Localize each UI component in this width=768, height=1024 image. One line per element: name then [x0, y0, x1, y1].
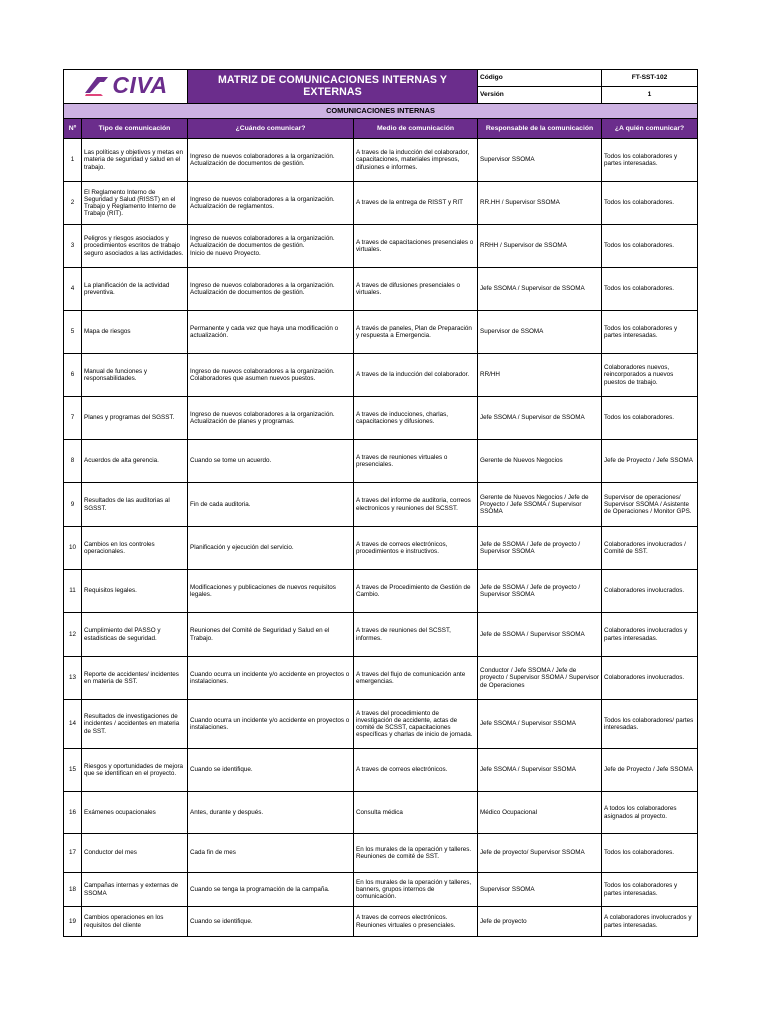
table-cell-n: 13: [64, 657, 82, 700]
document: [63, 69, 697, 937]
table-cell-resp: Supervisor de SSOMA: [478, 311, 602, 354]
table-cell-medio: A traves de correos electrónicos, procedimientos e instructivos.: [354, 527, 478, 570]
column-header: ¿A quién comunicar?: [602, 119, 698, 139]
table-cell-quien: Todos los colaboradores.: [602, 834, 698, 873]
table-cell-n: 19: [64, 907, 82, 937]
table-cell-tipo: Cambios en los controles operacionales.: [82, 527, 188, 570]
table-cell-quien: A todos los colaboradores asignados al proyecto.: [602, 792, 698, 834]
table-row: [64, 311, 698, 354]
table-cell-quien: Colaboradores involucrados / Comité de SST.: [602, 527, 698, 570]
codigo-value: FT-SST-102: [602, 70, 698, 87]
table-cell-n: 6: [64, 354, 82, 397]
table-cell-resp: Conductor / Jefe SSOMA / Jefe de proyecto / Supervisor SSOMA / Supervisor de Operaciones: [478, 657, 602, 700]
table-cell-cuando: Ingreso de nuevos colaboradores a la organización. Actualización de documentos de gestión.: [188, 268, 354, 311]
table-cell-resp: Jefe de SSOMA / Supervisor SSOMA: [478, 613, 602, 657]
table-cell-tipo: Las políticas y objetivos y metas en materia de seguridad y salud en el trabajo.: [82, 139, 188, 182]
table-cell-medio: En los murales de la operación y talleres. Reuniones de comité de SST.: [354, 834, 478, 873]
logo-text: CIVA: [112, 72, 168, 99]
table-row: [64, 907, 698, 937]
table-row: [64, 440, 698, 483]
table-cell-n: 16: [64, 792, 82, 834]
table-cell-resp: Médico Ocupacional: [478, 792, 602, 834]
table-cell-cuando: Ingreso de nuevos colaboradores a la organización. Actualización de reglamentos.: [188, 182, 354, 225]
table-cell-n: 14: [64, 700, 82, 749]
table-row: [64, 792, 698, 834]
table-cell-tipo: Peligros y riesgos asociados y procedimientos escritos de trabajo seguro asociados a las actividades.: [82, 225, 188, 268]
table-cell-quien: Todos los colaboradores.: [602, 225, 698, 268]
table-cell-cuando: Antes, durante y después.: [188, 792, 354, 834]
communications-matrix: [63, 69, 698, 937]
table-cell-quien: Colaboradores involucrados.: [602, 657, 698, 700]
table-cell-tipo: Requisitos legales.: [82, 570, 188, 613]
table-cell-n: 7: [64, 397, 82, 440]
table-cell-medio: A traves del flujo de comunicación ante emergencias.: [354, 657, 478, 700]
table-row: [64, 354, 698, 397]
version-value: 1: [602, 87, 698, 104]
bus-logo-icon: [83, 74, 109, 98]
table-cell-medio: A traves de la entrega de RISST y RIT: [354, 182, 478, 225]
table-cell-tipo: El Reglamento Interno de Seguridad y Salud (RISST) en el Trabajo y Reglamento Interno de Trabajo (RIT).: [82, 182, 188, 225]
table-cell-tipo: Cumplimiento del PASSO y estadisticas de seguridad.: [82, 613, 188, 657]
table-cell-cuando: Planificación y ejecución del servicio.: [188, 527, 354, 570]
table-cell-quien: Todos los colaboradores/ partes interesadas.: [602, 700, 698, 749]
table-cell-tipo: Manual de funciones y responsabilidades.: [82, 354, 188, 397]
table-cell-medio: En los murales de la operación y talleres, banners, grupos internos de comunicación.: [354, 873, 478, 907]
table-cell-n: 2: [64, 182, 82, 225]
table-row: [64, 873, 698, 907]
table-cell-n: 5: [64, 311, 82, 354]
civa-logo: [83, 73, 167, 99]
table-cell-tipo: Campañas internas y externas de SSOMA: [82, 873, 188, 907]
table-row: [64, 268, 698, 311]
table-cell-resp: Jefe SSOMA / Supervisor SSOMA: [478, 749, 602, 792]
table-cell-cuando: Ingreso de nuevos colaboradores a la organización. Actualización de planes y programas.: [188, 397, 354, 440]
table-cell-quien: Todos los colaboradores.: [602, 182, 698, 225]
table-cell-resp: RR.HH / Supervisor SSOMA: [478, 182, 602, 225]
version-label: Versión: [478, 87, 602, 104]
logo-cell: [64, 70, 188, 104]
table-cell-n: 4: [64, 268, 82, 311]
table-cell-cuando: Ingreso de nuevos colaboradores a la organización. Actualización de documentos de gestión.: [188, 139, 354, 182]
table-cell-tipo: Riesgos y oportunidades de mejora que se identifican en el proyecto.: [82, 749, 188, 792]
table-cell-resp: Gerente de Nuevos Negocios: [478, 440, 602, 483]
table-row: [64, 700, 698, 749]
table-cell-n: 11: [64, 570, 82, 613]
table-cell-quien: A colaboradores involucrados y partes interesadas.: [602, 907, 698, 937]
table-cell-medio: A traves de la inducción del colaborador, capacitaciones, materiales impresos, difusiones e informes.: [354, 139, 478, 182]
table-cell-cuando: Cuando se identifique.: [188, 749, 354, 792]
page-title: MATRIZ DE COMUNICACIONES INTERNAS Y EXTERNAS: [188, 70, 478, 104]
section-band-row: [64, 104, 698, 119]
table-cell-n: 8: [64, 440, 82, 483]
table-cell-resp: Supervisor SSOMA: [478, 873, 602, 907]
table-cell-medio: A través de paneles, Plan de Preparación y respuesta a Emergencia.: [354, 311, 478, 354]
table-row: [64, 834, 698, 873]
column-header: Responsable de la comunicación: [478, 119, 602, 139]
table-cell-resp: Jefe de proyecto/ Supervisor SSOMA: [478, 834, 602, 873]
table-row: [64, 657, 698, 700]
table-cell-tipo: Resultados de las auditorias al SGSST.: [82, 483, 188, 527]
table-cell-quien: Colaboradores nuevos, reincorporados a nuevos puestos de trabajo.: [602, 354, 698, 397]
table-cell-medio: A traves de difusiones presenciales o virtuales.: [354, 268, 478, 311]
table-cell-quien: Jefe de Proyecto / Jefe SSOMA: [602, 749, 698, 792]
header-row-1: [64, 70, 698, 87]
table-row: [64, 749, 698, 792]
table-cell-medio: A traves de inducciones, charlas, capacitaciones y difusiones.: [354, 397, 478, 440]
column-header: Nº: [64, 119, 82, 139]
table-cell-cuando: Permanente y cada vez que haya una modificación o actualización.: [188, 311, 354, 354]
section-title: COMUNICACIONES INTERNAS: [64, 104, 698, 119]
table-cell-resp: Jefe de SSOMA / Jefe de proyecto / Supervisor SSOMA: [478, 570, 602, 613]
table-cell-cuando: Fin de cada auditoria.: [188, 483, 354, 527]
table-row: [64, 613, 698, 657]
table-row: [64, 483, 698, 527]
table-cell-tipo: Acuerdos de alta gerencia.: [82, 440, 188, 483]
table-cell-resp: RR/HH: [478, 354, 602, 397]
table-cell-cuando: Cuando ocurra un incidente y/o accidente en proyectos o instalaciones.: [188, 657, 354, 700]
table-cell-resp: Jefe de proyecto: [478, 907, 602, 937]
codigo-label: Código: [478, 70, 602, 87]
table-cell-cuando: Cuando se identifique.: [188, 907, 354, 937]
table-cell-n: 9: [64, 483, 82, 527]
table-cell-medio: A traves de correos electrónicos. Reuniones virtuales o presenciales.: [354, 907, 478, 937]
table-cell-quien: Colaboradores involucrados.: [602, 570, 698, 613]
table-cell-resp: Supervisor SSOMA: [478, 139, 602, 182]
table-cell-resp: Jefe SSOMA / Supervisor de SSOMA: [478, 268, 602, 311]
table-cell-medio: A traves de reuniones del SCSST, informes.: [354, 613, 478, 657]
table-cell-resp: RRHH / Supervisor de SSOMA: [478, 225, 602, 268]
table-cell-tipo: Planes y programas del SGSST.: [82, 397, 188, 440]
table-cell-cuando: Cada fin de mes: [188, 834, 354, 873]
table-cell-n: 3: [64, 225, 82, 268]
table-cell-tipo: La planificación de la actividad preventiva.: [82, 268, 188, 311]
table-cell-resp: Jefe de SSOMA / Jefe de proyecto / Supervisor SSOMA: [478, 527, 602, 570]
table-cell-resp: Jefe SSOMA / Supervisor de SSOMA: [478, 397, 602, 440]
table-row: [64, 182, 698, 225]
table-cell-cuando: Ingreso de nuevos colaboradores a la organización. Colaboradores que asumen nuevos puestos.: [188, 354, 354, 397]
table-cell-quien: Colaboradores involucrados y partes interesadas.: [602, 613, 698, 657]
table-cell-tipo: Exámenes ocupacionales: [82, 792, 188, 834]
table-cell-n: 10: [64, 527, 82, 570]
table-cell-tipo: Cambios operaciones en los requisitos del cliente: [82, 907, 188, 937]
table-cell-tipo: Resultados de investigaciones de incidentes / accidentes en materia de SST.: [82, 700, 188, 749]
table-cell-n: 1: [64, 139, 82, 182]
table-row: [64, 139, 698, 182]
table-cell-cuando: Cuando ocurra un incidente y/o accidente en proyectos o instalaciones.: [188, 700, 354, 749]
table-cell-medio: A traves de reuniones virtuales o presenciales.: [354, 440, 478, 483]
table-cell-cuando: Cuando se tome un acuerdo.: [188, 440, 354, 483]
table-cell-resp: Jefe SSOMA / Supervisor SSOMA: [478, 700, 602, 749]
table-cell-quien: Supervisor de operaciones/ Supervisor SSOMA / Asistente de Operaciones / Monitor GPS.: [602, 483, 698, 527]
table-cell-medio: A traves de capacitaciones presenciales o virtuales.: [354, 225, 478, 268]
table-cell-n: 12: [64, 613, 82, 657]
table-cell-medio: A traves de la inducción del colaborador.: [354, 354, 478, 397]
table-cell-n: 15: [64, 749, 82, 792]
table-cell-tipo: Conductor del mes: [82, 834, 188, 873]
table-cell-cuando: Reuniones del Comité de Seguridad y Salud en el Trabajo.: [188, 613, 354, 657]
column-header-row: [64, 119, 698, 139]
table-cell-tipo: Reporte de accidentes/ incidentes en materia de SST.: [82, 657, 188, 700]
table-cell-quien: Todos los colaboradores.: [602, 268, 698, 311]
table-cell-n: 17: [64, 834, 82, 873]
column-header: ¿Cuándo comunicar?: [188, 119, 354, 139]
column-header: Medio de comunicación: [354, 119, 478, 139]
table-cell-resp: Gerente de Nuevos Negocios / Jefe de Proyecto / Jefe SSOMA / Supervisor SSOMA: [478, 483, 602, 527]
table-cell-cuando: Ingreso de nuevos colaboradores a la organización. Actualización de documentos de gestión. Inicio de nuevo Proyecto.: [188, 225, 354, 268]
table-cell-n: 18: [64, 873, 82, 907]
table-cell-quien: Todos los colaboradores.: [602, 397, 698, 440]
column-header: Tipo de comunicación: [82, 119, 188, 139]
table-cell-quien: Todos los colaboradores y partes interesadas.: [602, 873, 698, 907]
table-row: [64, 397, 698, 440]
table-cell-tipo: Mapa de riesgos: [82, 311, 188, 354]
table-row: [64, 570, 698, 613]
table-cell-quien: Todos los colaboradores y partes interesadas.: [602, 311, 698, 354]
table-cell-medio: A traves de correos electrónicos.: [354, 749, 478, 792]
table-cell-quien: Jefe de Proyecto / Jefe SSOMA: [602, 440, 698, 483]
table-cell-cuando: Modificaciones y publicaciones de nuevos requisitos legales.: [188, 570, 354, 613]
table-cell-cuando: Cuando se tenga la programación de la campaña.: [188, 873, 354, 907]
table-cell-medio: A traves del informe de auditoria, correos electronicos y reuniones del SCSST.: [354, 483, 478, 527]
table-cell-quien: Todos los colaboradores y partes interesadas.: [602, 139, 698, 182]
table-row: [64, 527, 698, 570]
table-cell-medio: A traves de Procedimiento de Gestión de Cambio.: [354, 570, 478, 613]
table-row: [64, 225, 698, 268]
table-cell-medio: A traves del procedimiento de investigación de accidente, actas de comité de SCSST, capacitaciones específicas y charlas de inicio de jornada.: [354, 700, 478, 749]
table-cell-medio: Consulta médica: [354, 792, 478, 834]
